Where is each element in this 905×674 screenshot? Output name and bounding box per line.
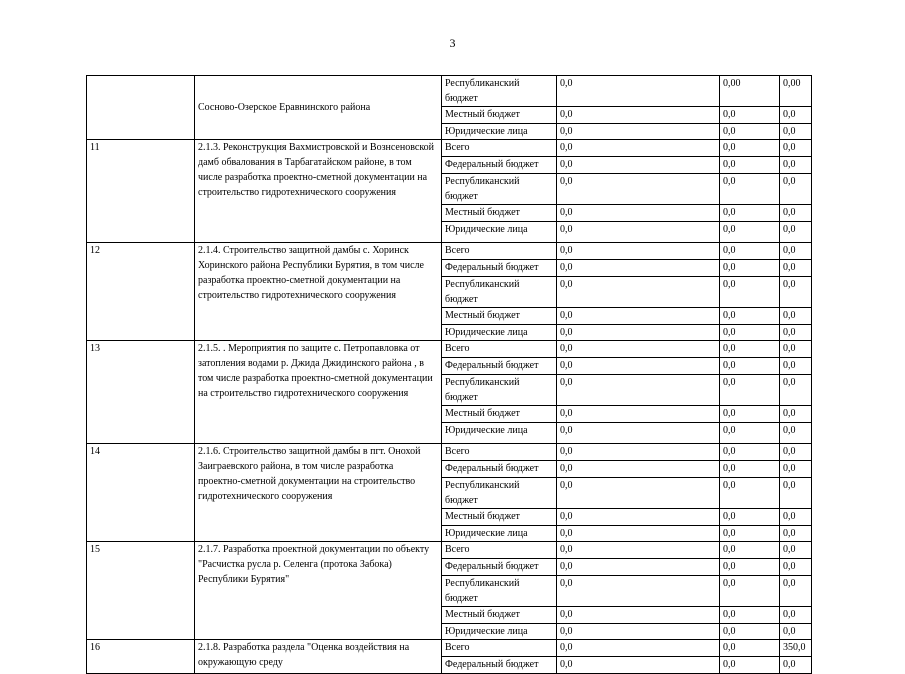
amount-v2: 0,0 bbox=[720, 624, 780, 640]
amount-v3: 0,0 bbox=[780, 174, 812, 205]
funding-source: Юридические лица bbox=[442, 624, 557, 640]
amount-v1: 0,0 bbox=[557, 640, 720, 657]
amount-v2: 0,0 bbox=[720, 358, 780, 375]
amount-v1: 0,0 bbox=[557, 406, 720, 423]
amount-v3: 0,0 bbox=[780, 423, 812, 444]
funding-source: Местный бюджет bbox=[442, 308, 557, 325]
amount-v2: 0,0 bbox=[720, 243, 780, 260]
funding-source: Всего bbox=[442, 542, 557, 559]
funding-source: Республиканский бюджет bbox=[442, 478, 557, 509]
amount-v1: 0,0 bbox=[557, 277, 720, 308]
funding-source: Юридические лица bbox=[442, 526, 557, 542]
activity-name: 2.1.8. Разработка раздела "Оценка воздействия на окружающую среду bbox=[195, 640, 442, 674]
funding-source: Федеральный бюджет bbox=[442, 559, 557, 576]
amount-v3: 0,0 bbox=[780, 559, 812, 576]
amount-v2: 0,0 bbox=[720, 607, 780, 624]
amount-v2: 0,0 bbox=[720, 174, 780, 205]
amount-v1: 0,0 bbox=[557, 222, 720, 243]
funding-source: Местный бюджет bbox=[442, 607, 557, 624]
amount-v1: 0,0 bbox=[557, 607, 720, 624]
amount-v3: 0,0 bbox=[780, 358, 812, 375]
table-row bbox=[87, 542, 812, 559]
amount-v1: 0,0 bbox=[557, 542, 720, 559]
amount-v2: 0,0 bbox=[720, 423, 780, 444]
amount-v3: 0,0 bbox=[780, 157, 812, 174]
funding-source: Федеральный бюджет bbox=[442, 157, 557, 174]
funding-source: Местный бюджет bbox=[442, 509, 557, 526]
amount-v1: 0,0 bbox=[557, 559, 720, 576]
amount-v2: 0,0 bbox=[720, 341, 780, 358]
funding-source: Республиканский бюджет bbox=[442, 174, 557, 205]
amount-v2: 0,0 bbox=[720, 509, 780, 526]
amount-v2: 0,0 bbox=[720, 576, 780, 607]
amount-v3: 350,0 bbox=[780, 640, 812, 657]
funding-source: Федеральный бюджет bbox=[442, 461, 557, 478]
activity-name: 2.1.6. Строительство защитной дамбы в пгт. Онохой Заиграевского района, в том числе разработка проектно-сметной документации на строительство гидротехнического сооружения bbox=[195, 444, 442, 542]
amount-v2: 0,0 bbox=[720, 260, 780, 277]
amount-v3: 0,0 bbox=[780, 509, 812, 526]
funding-source: Местный бюджет bbox=[442, 205, 557, 222]
amount-v3: 0,0 bbox=[780, 607, 812, 624]
funding-source: Федеральный бюджет bbox=[442, 260, 557, 277]
amount-v3: 0,0 bbox=[780, 260, 812, 277]
funding-source: Юридические лица bbox=[442, 423, 557, 444]
amount-v1: 0,0 bbox=[557, 461, 720, 478]
amount-v2: 0,0 bbox=[720, 461, 780, 478]
amount-v3: 0,0 bbox=[780, 406, 812, 423]
activity-name: 2.1.5. . Мероприятия по защите с. Петропавловка от затопления водами р. Джида Джидинского района , в том числе разработка проектно-сметной документации на строительство гидротехнического сооружения bbox=[195, 341, 442, 444]
amount-v3: 0,0 bbox=[780, 107, 812, 124]
row-number bbox=[87, 76, 195, 140]
amount-v2: 0,0 bbox=[720, 124, 780, 140]
amount-v3: 0,0 bbox=[780, 222, 812, 243]
amount-v1: 0,0 bbox=[557, 157, 720, 174]
amount-v2: 0,0 bbox=[720, 222, 780, 243]
table-row bbox=[87, 243, 812, 260]
page-number: 3 bbox=[449, 36, 456, 50]
amount-v1: 0,0 bbox=[557, 260, 720, 277]
amount-v1: 0,0 bbox=[557, 624, 720, 640]
amount-v3: 0,0 bbox=[780, 444, 812, 461]
amount-v1: 0,0 bbox=[557, 576, 720, 607]
table-row bbox=[87, 640, 812, 657]
row-number: 12 bbox=[87, 243, 195, 341]
amount-v3: 0,0 bbox=[780, 478, 812, 509]
funding-table-body bbox=[87, 76, 812, 674]
funding-source: Республиканский бюджет bbox=[442, 277, 557, 308]
row-number: 16 bbox=[87, 640, 195, 674]
amount-v3: 0,0 bbox=[780, 308, 812, 325]
amount-v1: 0,0 bbox=[557, 375, 720, 406]
row-number: 11 bbox=[87, 140, 195, 243]
amount-v3: 0,0 bbox=[780, 205, 812, 222]
funding-source: Всего bbox=[442, 140, 557, 157]
funding-source: Федеральный бюджет bbox=[442, 657, 557, 674]
amount-v2: 0,0 bbox=[720, 308, 780, 325]
amount-v1: 0,0 bbox=[557, 325, 720, 341]
funding-source: Юридические лица bbox=[442, 325, 557, 341]
amount-v1: 0,0 bbox=[557, 478, 720, 509]
funding-source: Всего bbox=[442, 341, 557, 358]
funding-source: Республиканский бюджет bbox=[442, 576, 557, 607]
table-row bbox=[87, 444, 812, 461]
amount-v2: 0,00 bbox=[720, 76, 780, 107]
amount-v2: 0,0 bbox=[720, 157, 780, 174]
amount-v1: 0,0 bbox=[557, 174, 720, 205]
table-row bbox=[87, 140, 812, 157]
amount-v1: 0,0 bbox=[557, 358, 720, 375]
funding-source: Юридические лица bbox=[442, 222, 557, 243]
amount-v1: 0,0 bbox=[557, 444, 720, 461]
amount-v1: 0,0 bbox=[557, 423, 720, 444]
amount-v2: 0,0 bbox=[720, 325, 780, 341]
funding-source: Юридические лица bbox=[442, 124, 557, 140]
amount-v3: 0,0 bbox=[780, 375, 812, 406]
amount-v1: 0,0 bbox=[557, 76, 720, 107]
amount-v1: 0,0 bbox=[557, 107, 720, 124]
amount-v2: 0,0 bbox=[720, 559, 780, 576]
row-number: 15 bbox=[87, 542, 195, 640]
activity-name: 2.1.7. Разработка проектной документации по объекту "Расчистка русла р. Селенга (протока Забока) Республики Бурятия" bbox=[195, 542, 442, 640]
amount-v3: 0,00 bbox=[780, 76, 812, 107]
amount-v2: 0,0 bbox=[720, 406, 780, 423]
amount-v3: 0,0 bbox=[780, 243, 812, 260]
funding-source: Местный бюджет bbox=[442, 107, 557, 124]
amount-v1: 0,0 bbox=[557, 124, 720, 140]
funding-source: Всего bbox=[442, 243, 557, 260]
table-row bbox=[87, 341, 812, 358]
amount-v3: 0,0 bbox=[780, 461, 812, 478]
amount-v3: 0,0 bbox=[780, 624, 812, 640]
amount-v1: 0,0 bbox=[557, 308, 720, 325]
amount-v3: 0,0 bbox=[780, 140, 812, 157]
activity-name: 2.1.4. Строительство защитной дамбы с. Хоринск Хоринского района Республики Бурятия, в том числе разработка проектно-сметной документации на строительство гидротехнического сооружения bbox=[195, 243, 442, 341]
funding-table bbox=[86, 75, 812, 674]
amount-v1: 0,0 bbox=[557, 341, 720, 358]
amount-v2: 0,0 bbox=[720, 140, 780, 157]
amount-v1: 0,0 bbox=[557, 205, 720, 222]
amount-v2: 0,0 bbox=[720, 205, 780, 222]
amount-v1: 0,0 bbox=[557, 509, 720, 526]
amount-v2: 0,0 bbox=[720, 375, 780, 406]
amount-v2: 0,0 bbox=[720, 640, 780, 657]
table-row bbox=[87, 76, 812, 107]
amount-v2: 0,0 bbox=[720, 107, 780, 124]
amount-v2: 0,0 bbox=[720, 444, 780, 461]
amount-v3: 0,0 bbox=[780, 124, 812, 140]
amount-v3: 0,0 bbox=[780, 325, 812, 341]
amount-v2: 0,0 bbox=[720, 478, 780, 509]
row-number: 13 bbox=[87, 341, 195, 444]
funding-source: Республиканский бюджет bbox=[442, 375, 557, 406]
amount-v2: 0,0 bbox=[720, 277, 780, 308]
amount-v1: 0,0 bbox=[557, 243, 720, 260]
amount-v1: 0,0 bbox=[557, 526, 720, 542]
amount-v1: 0,0 bbox=[557, 657, 720, 674]
funding-source: Местный бюджет bbox=[442, 406, 557, 423]
amount-v3: 0,0 bbox=[780, 542, 812, 559]
amount-v3: 0,0 bbox=[780, 526, 812, 542]
amount-v2: 0,0 bbox=[720, 542, 780, 559]
amount-v3: 0,0 bbox=[780, 341, 812, 358]
amount-v3: 0,0 bbox=[780, 576, 812, 607]
amount-v1: 0,0 bbox=[557, 140, 720, 157]
activity-name: 2.1.3. Реконструкция Вахмистровской и Вознсеновской дамб обвалования в Тарбагатайском районе, в том числе разработка проектно-сметной документации на строительство гидротехнического сооружения bbox=[195, 140, 442, 243]
amount-v2: 0,0 bbox=[720, 657, 780, 674]
funding-source: Федеральный бюджет bbox=[442, 358, 557, 375]
funding-source: Всего bbox=[442, 640, 557, 657]
funding-source: Республиканский бюджет bbox=[442, 76, 557, 107]
amount-v3: 0,0 bbox=[780, 277, 812, 308]
row-number: 14 bbox=[87, 444, 195, 542]
amount-v2: 0,0 bbox=[720, 526, 780, 542]
activity-name: Сосново-Озерское Еравнинского района bbox=[195, 76, 442, 140]
amount-v3: 0,0 bbox=[780, 657, 812, 674]
funding-source: Всего bbox=[442, 444, 557, 461]
